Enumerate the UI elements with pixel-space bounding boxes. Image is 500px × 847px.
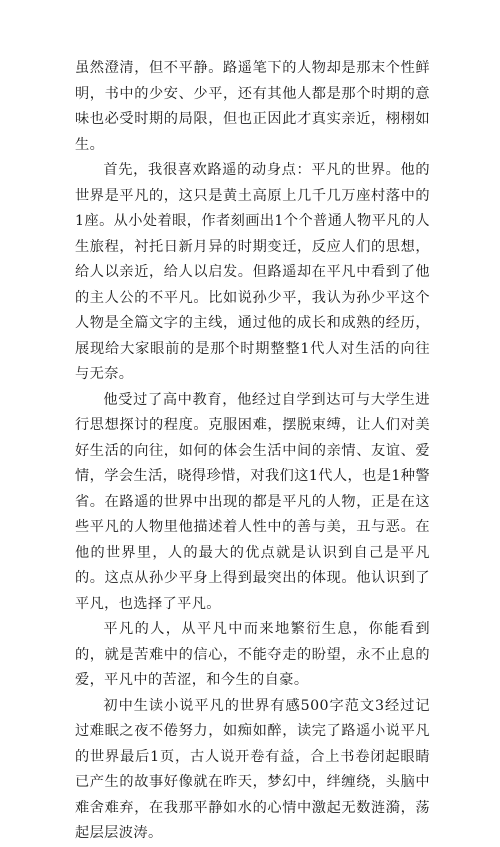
paragraph-5: 初中生读小说平凡的世界有感500字范文3经过记过难眠之夜不倦努力，如痴如醉，读完了路遥小说平凡的世界最后1页，古人说开卷有益，合上书卷闭起眼睛已产生的故事好像就在昨天，梦幻中，绊缠绕，头脑中难舍难弃，在我那平静如水的心情中激起无数涟漪，荡起层层波涛。 (75, 697, 430, 841)
paragraph-1: 虽然澄清，但不平静。路遥笔下的人物却是那末个性鲜明，书中的少安、少平，还有其他人都是那个时期的意味也必受时期的局限，但也正因此才真实亲近，栩栩如生。 (75, 60, 430, 153)
paragraph-3: 他受过了高中教育，他经过自学到达可与大学生进行思想探讨的程度。克服困难，摆脱束缚，让人们对美好生活的向往，如何的体会生活中间的亲情、友谊、爱情，学会生活，晓得珍惜，对我们这1代人，也是1种警省。在路遥的世界中出现的都是平凡的人物，正是在这些平凡的人物里他描述着人性中的善与美，丑与恶。在他的世界里，人的最大的优点就是认识到自己是平凡的。这点从孙少平身上得到最突出的体现。他认识到了平凡，也选择了平凡。 (75, 391, 430, 612)
paragraph-4: 平凡的人，从平凡中而来地繁衍生息，你能看到的，就是苦难中的信心，不能夺走的盼望，永不止息的爱，平凡中的苦涩，和今生的自豪。 (75, 621, 430, 688)
paragraph-2: 首先，我很喜欢路遥的动身点：平凡的世界。他的世界是平凡的，这只是黄土高原上几千几万座村落中的1座。从小处着眼，作者刻画出1个个普通人物平凡的人生旅程，衬托日新月异的时期变迁，反应人们的思想，给人以亲近，给人以启发。但路遥却在平凡中看到了他的主人公的不平凡。比如说孙少平，我认为孙少平这个人物是全篇文字的主线，通过他的成长和成熟的经历，展现给大家眼前的是那个时期整整1代人对生活的向往与无奈。 (75, 162, 430, 382)
